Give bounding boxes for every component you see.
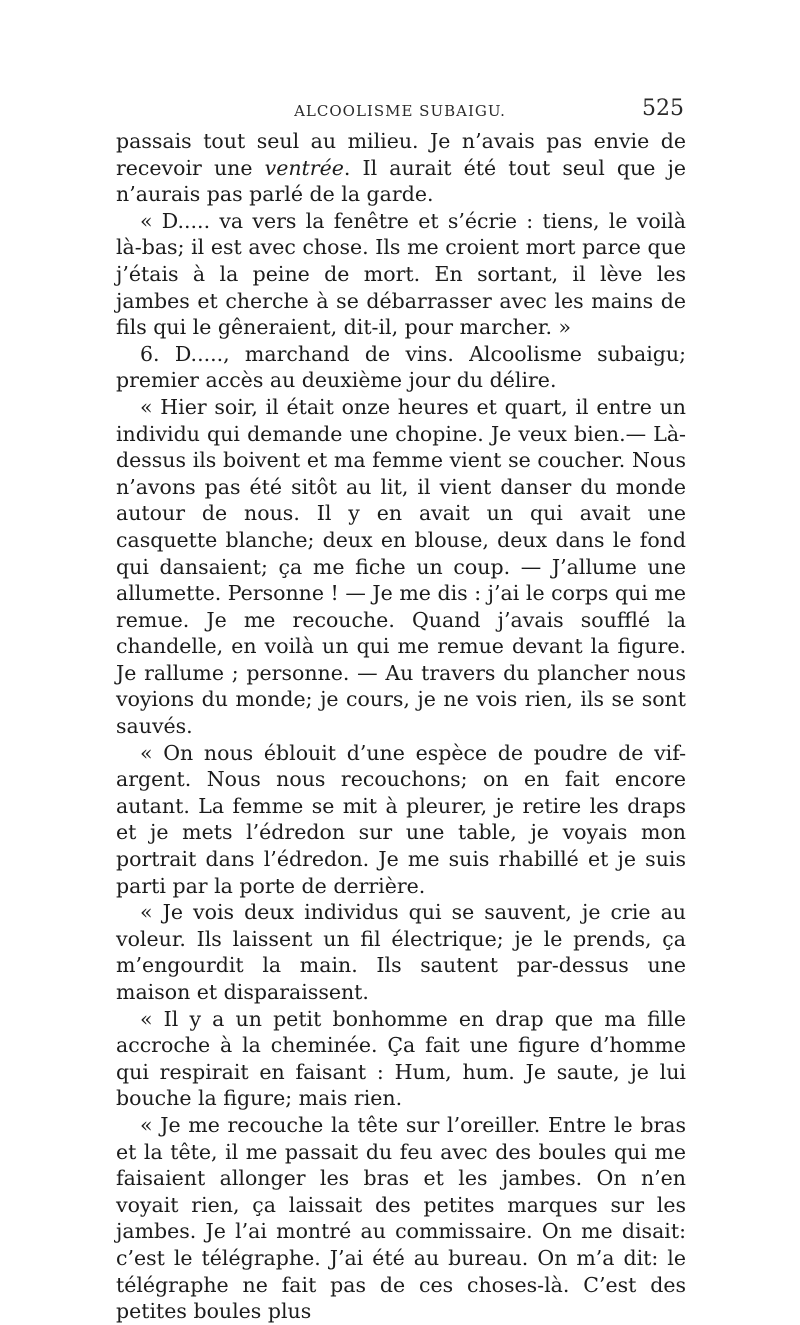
page-number: 525: [642, 96, 684, 121]
paragraph-text-after: . Il aurait été tout seul que je n’aurais pas parlé de la garde.: [116, 155, 686, 207]
italic-word: ventrée: [264, 155, 344, 180]
paragraph-case-heading: 6. D....., marchand de vins. Alcoolisme subaigu; premier accès au deuxième jour du délire.: [116, 341, 686, 393]
paragraph-continuation: [116, 128, 686, 208]
paragraph: « Je me recouche la tête sur l’oreiller. Entre le bras et la tête, il me passait du feu avec des boules qui me faisaient allonger les bras et les jambes. On n’en voyait rien, ça laissait des petites marques sur les jambes. Je l’ai montré au commissaire. On me disait: c’est le télégraphe. J’ai été au bureau. On m’a dit: le télégraphe ne fait pas de ces choses-là. C’est des petites boules plus: [116, 1112, 686, 1324]
body-text: [116, 128, 686, 1325]
paragraph: « On nous éblouit d’une espèce de poudre de vif-argent. Nous nous recouchons; on en fait encore autant. La femme se mit à pleurer, je retire les draps et je mets l’édredon sur une table, je voyais mon portrait dans l’édredon. Je me suis rhabillé et je suis parti par la porte de derrière.: [116, 740, 686, 898]
paragraph: « Je vois deux individus qui se sauvent, je crie au voleur. Ils laissent un fil électrique; je le prends, ça m’engourdit la main. Ils sautent par-dessus une maison et disparaissent.: [116, 900, 686, 1004]
running-head: [116, 96, 684, 124]
running-title: ALCOOLISME SUBAIGU.: [294, 102, 506, 120]
paragraph-text-before: passais tout seul au milieu. Je n’avais pas envie de recevoir une: [116, 129, 686, 180]
paragraph: « Il y a un petit bonhomme en drap que ma fille accroche à la cheminée. Ça fait une figure d’homme qui respirait en faisant : Hum, hum. Je saute, je lui bouche la figure; mais rien.: [116, 1006, 686, 1111]
paragraph: « D..... va vers la fenêtre et s’écrie : tiens, le voilà là-bas; il est avec chose. Ils me croient mort parce que j’étais à la peine de mort. En sortant, il lève les jambes et cherche à se débarrasser avec les mains de fils qui le gêneraient, dit-il, pour marcher. »: [116, 208, 686, 340]
paragraph: « Hier soir, il était onze heures et quart, il entre un individu qui demande une chopine. Je veux bien.— Là-dessus ils boivent et ma femme vient se coucher. Nous n’avons pas été sitôt au lit, il vient danser du monde autour de nous. Il y en avait un qui avait une casquette blanche; deux en blouse, deux dans le fond qui dansaient; ça me fiche un coup. — J’allume une allumette. Personne ! — Je me dis : j’ai le corps qui me remue. Je me recouche. Quand j’avais soufflé la chandelle, en voilà un qui me remue devant la figure. Je rallume ; personne. — Au travers du plancher nous voyions du monde; je cours, je ne vois rien, ils se sont sauvés.: [116, 394, 686, 739]
